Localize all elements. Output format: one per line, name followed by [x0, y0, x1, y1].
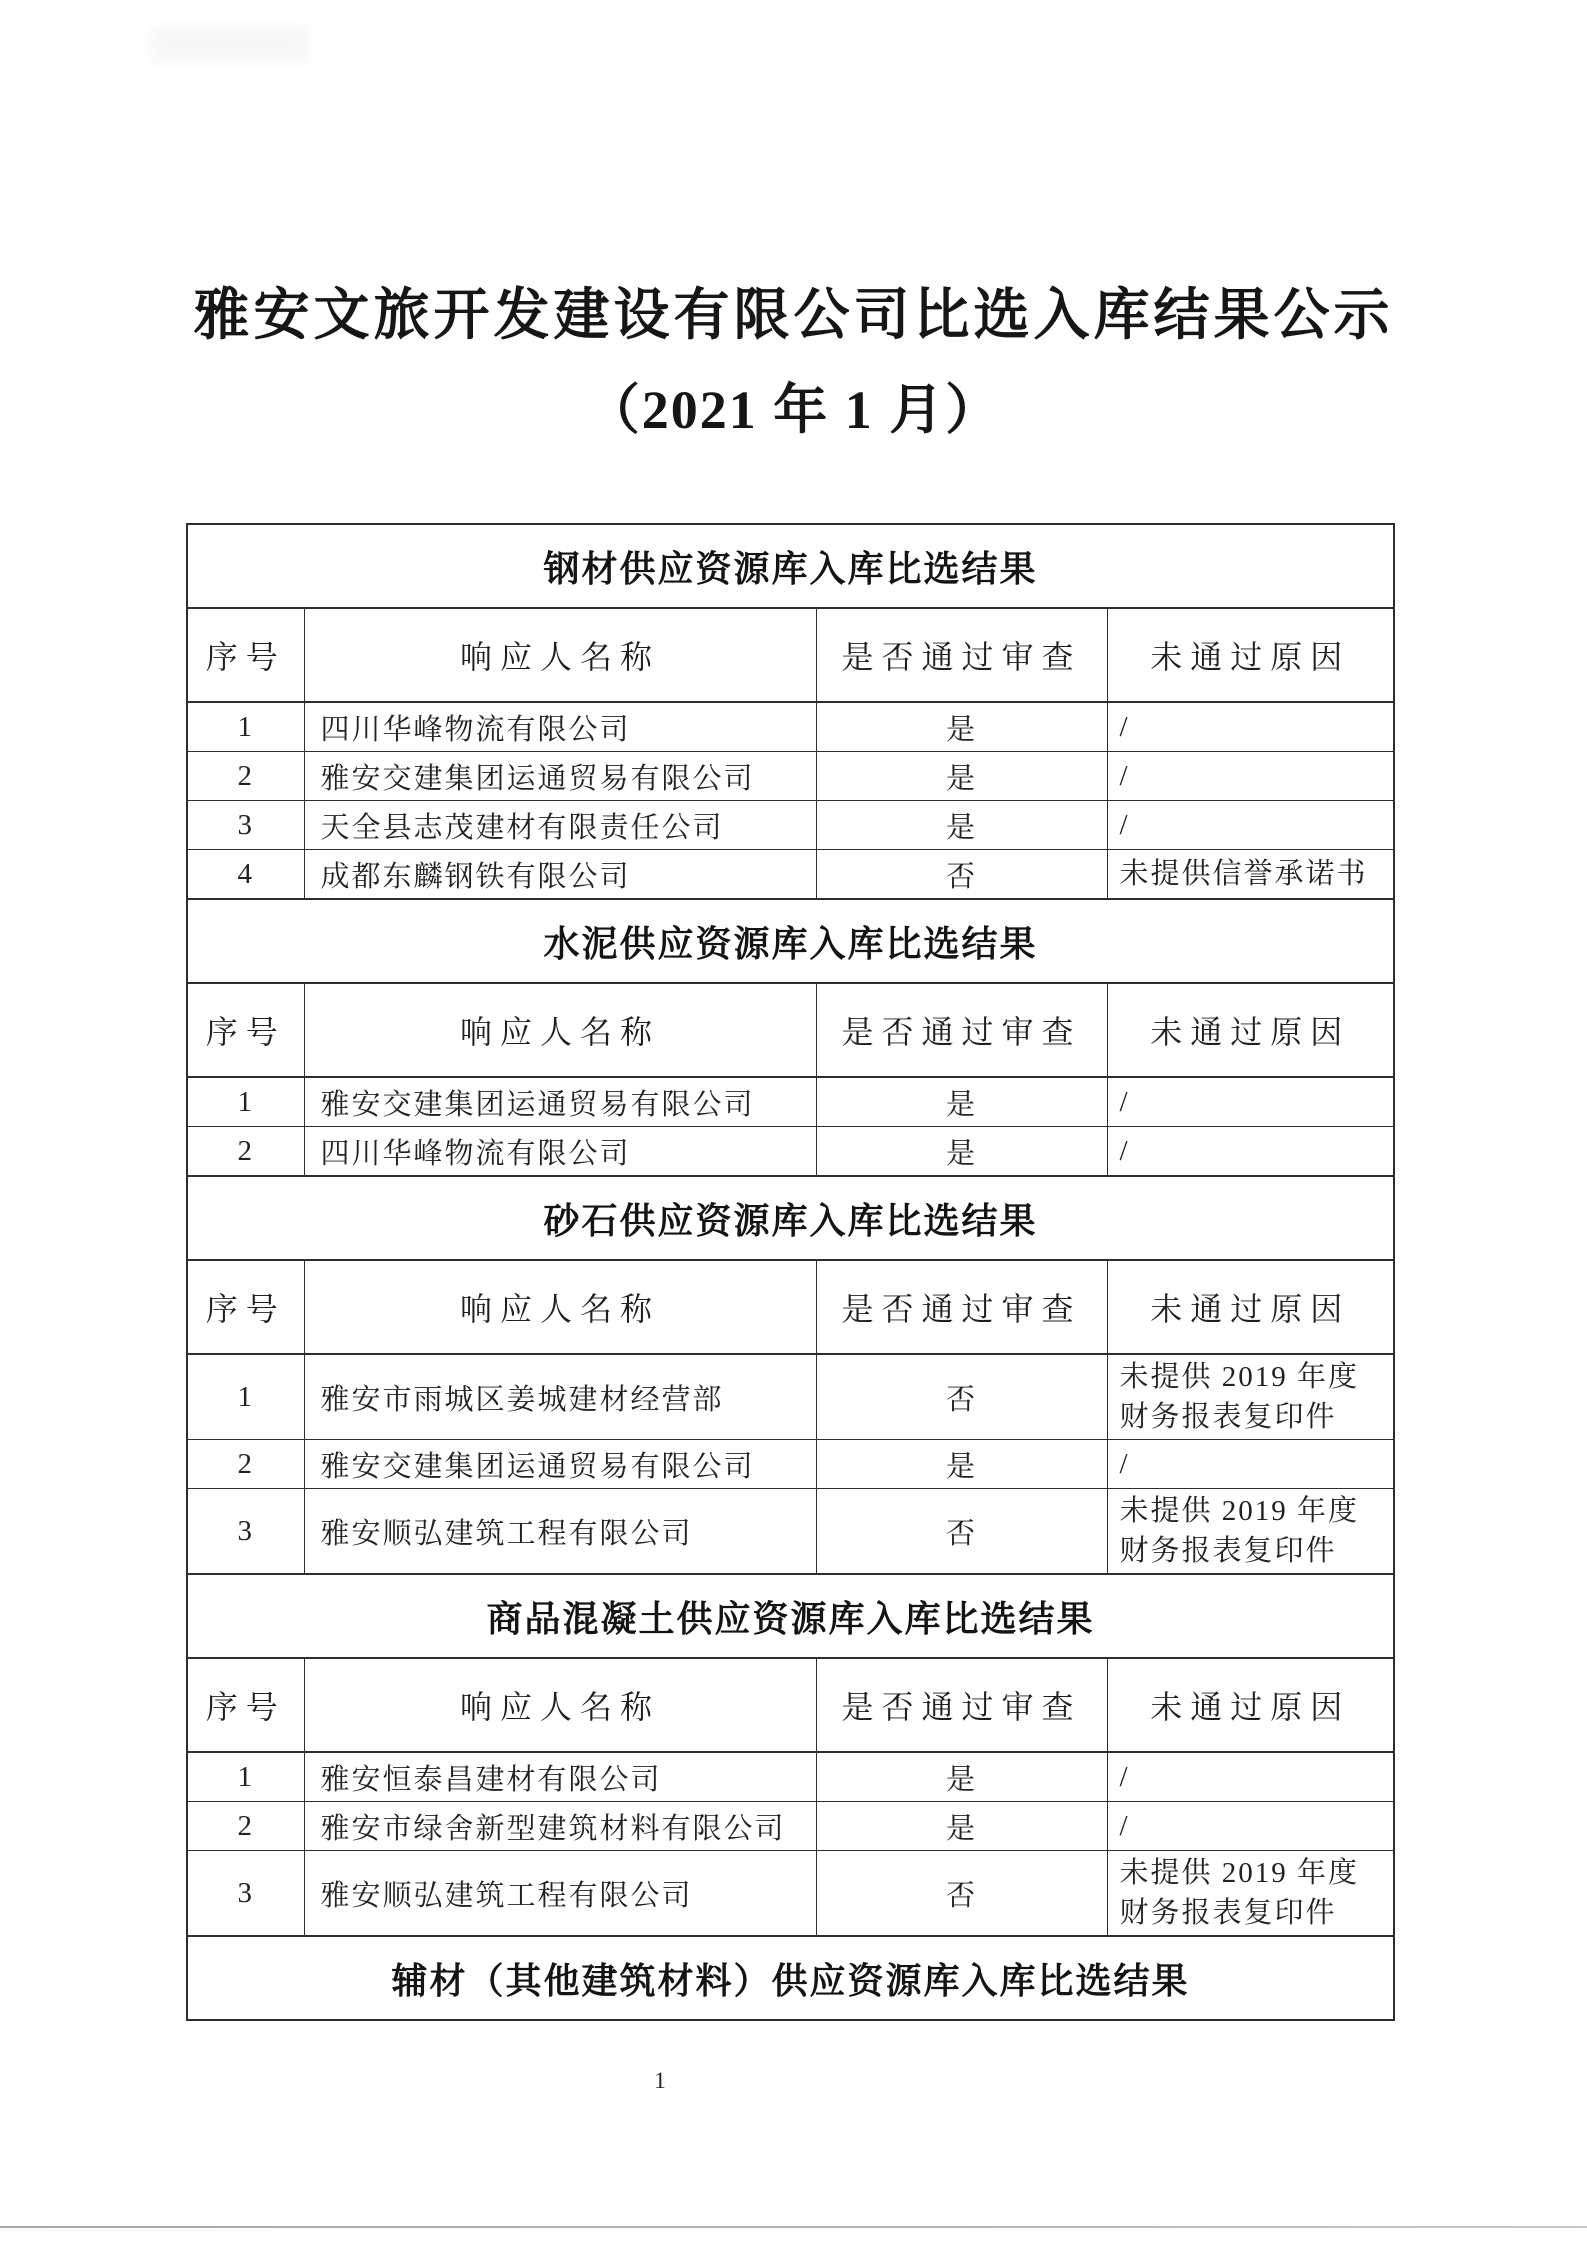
- passed-review: 否: [816, 1489, 1107, 1575]
- table-row: [187, 1440, 1394, 1489]
- table-row: [187, 702, 1394, 752]
- table-row: [187, 850, 1394, 900]
- fail-reason: /: [1107, 752, 1394, 801]
- scan-smudge: [150, 25, 310, 65]
- respondent-name: 四川华峰物流有限公司: [304, 1127, 816, 1177]
- column-header: 未通过原因: [1107, 608, 1394, 702]
- section-title: 砂石供应资源库入库比选结果: [187, 1176, 1394, 1260]
- fail-reason: 未提供信誉承诺书: [1107, 850, 1394, 900]
- respondent-name: 雅安顺弘建筑工程有限公司: [304, 1489, 816, 1575]
- column-header: 响应人名称: [304, 983, 816, 1077]
- fail-reason: /: [1107, 801, 1394, 850]
- section-title: 钢材供应资源库入库比选结果: [187, 524, 1394, 608]
- column-header: 未通过原因: [1107, 1658, 1394, 1752]
- row-index: 1: [187, 1354, 304, 1440]
- respondent-name: 成都东麟钢铁有限公司: [304, 850, 816, 900]
- column-header: 序号: [187, 1658, 304, 1752]
- row-index: 3: [187, 801, 304, 850]
- table-row: [187, 752, 1394, 801]
- column-header: 是否通过审查: [816, 1260, 1107, 1354]
- passed-review: 否: [816, 850, 1107, 900]
- row-index: 3: [187, 1851, 304, 1937]
- respondent-name: 雅安交建集团运通贸易有限公司: [304, 1077, 816, 1127]
- row-index: 2: [187, 752, 304, 801]
- fail-reason: /: [1107, 1802, 1394, 1851]
- passed-review: 是: [816, 1127, 1107, 1177]
- passed-review: 是: [816, 1752, 1107, 1802]
- row-index: 2: [187, 1127, 304, 1177]
- column-header: 是否通过审查: [816, 608, 1107, 702]
- row-index: 2: [187, 1802, 304, 1851]
- column-header: 是否通过审查: [816, 1658, 1107, 1752]
- fail-reason: /: [1107, 1440, 1394, 1489]
- table-row: [187, 1127, 1394, 1177]
- respondent-name: 雅安交建集团运通贸易有限公司: [304, 1440, 816, 1489]
- fail-reason: /: [1107, 1752, 1394, 1802]
- row-index: 4: [187, 850, 304, 900]
- section-title-row: [187, 1176, 1394, 1260]
- column-header: 序号: [187, 608, 304, 702]
- table-row: [187, 1851, 1394, 1937]
- passed-review: 是: [816, 1440, 1107, 1489]
- respondent-name: 雅安市雨城区姜城建材经营部: [304, 1354, 816, 1440]
- table-row: [187, 1489, 1394, 1575]
- table-row: [187, 1802, 1394, 1851]
- column-header: 未通过原因: [1107, 983, 1394, 1077]
- scan-edge-line: [0, 2226, 1587, 2228]
- column-header: 是否通过审查: [816, 983, 1107, 1077]
- document-title: 雅安文旅开发建设有限公司比选入库结果公示: [193, 285, 1394, 347]
- column-header: 序号: [187, 1260, 304, 1354]
- section-title-row: [187, 1936, 1394, 2020]
- passed-review: 是: [816, 1802, 1107, 1851]
- respondent-name: 雅安交建集团运通贸易有限公司: [304, 752, 816, 801]
- section-title: 辅材（其他建筑材料）供应资源库入库比选结果: [187, 1936, 1394, 2020]
- section-title: 水泥供应资源库入库比选结果: [187, 899, 1394, 983]
- column-header: 响应人名称: [304, 608, 816, 702]
- page-number: 1: [654, 2068, 666, 2093]
- respondent-name: 雅安市绿舍新型建筑材料有限公司: [304, 1802, 816, 1851]
- row-index: 2: [187, 1440, 304, 1489]
- table-row: [187, 1077, 1394, 1127]
- fail-reason: 未提供 2019 年度财务报表复印件: [1107, 1354, 1394, 1440]
- column-header: 未通过原因: [1107, 1260, 1394, 1354]
- passed-review: 是: [816, 801, 1107, 850]
- respondent-name: 四川华峰物流有限公司: [304, 702, 816, 752]
- passed-review: 否: [816, 1354, 1107, 1440]
- row-index: 3: [187, 1489, 304, 1575]
- table-row: [187, 801, 1394, 850]
- passed-review: 是: [816, 1077, 1107, 1127]
- fail-reason: 未提供 2019 年度财务报表复印件: [1107, 1489, 1394, 1575]
- column-header: 响应人名称: [304, 1260, 816, 1354]
- respondent-name: 天全县志茂建材有限责任公司: [304, 801, 816, 850]
- section-title-row: [187, 1574, 1394, 1658]
- fail-reason: /: [1107, 1127, 1394, 1177]
- row-index: 1: [187, 1077, 304, 1127]
- section-title: 商品混凝土供应资源库入库比选结果: [187, 1574, 1394, 1658]
- passed-review: 否: [816, 1851, 1107, 1937]
- table-row: [187, 1354, 1394, 1440]
- column-header-row: [187, 1260, 1394, 1354]
- column-header: 序号: [187, 983, 304, 1077]
- column-header: 响应人名称: [304, 1658, 816, 1752]
- passed-review: 是: [816, 702, 1107, 752]
- document-subtitle: （2021 年 1 月）: [585, 380, 1002, 440]
- fail-reason: /: [1107, 1077, 1394, 1127]
- fail-reason: 未提供 2019 年度财务报表复印件: [1107, 1851, 1394, 1937]
- row-index: 1: [187, 702, 304, 752]
- fail-reason: /: [1107, 702, 1394, 752]
- results-table: [186, 523, 1395, 2021]
- row-index: 1: [187, 1752, 304, 1802]
- section-title-row: [187, 899, 1394, 983]
- column-header-row: [187, 983, 1394, 1077]
- table-row: [187, 1752, 1394, 1802]
- column-header-row: [187, 1658, 1394, 1752]
- respondent-name: 雅安顺弘建筑工程有限公司: [304, 1851, 816, 1937]
- column-header-row: [187, 608, 1394, 702]
- respondent-name: 雅安恒泰昌建材有限公司: [304, 1752, 816, 1802]
- passed-review: 是: [816, 752, 1107, 801]
- section-title-row: [187, 524, 1394, 608]
